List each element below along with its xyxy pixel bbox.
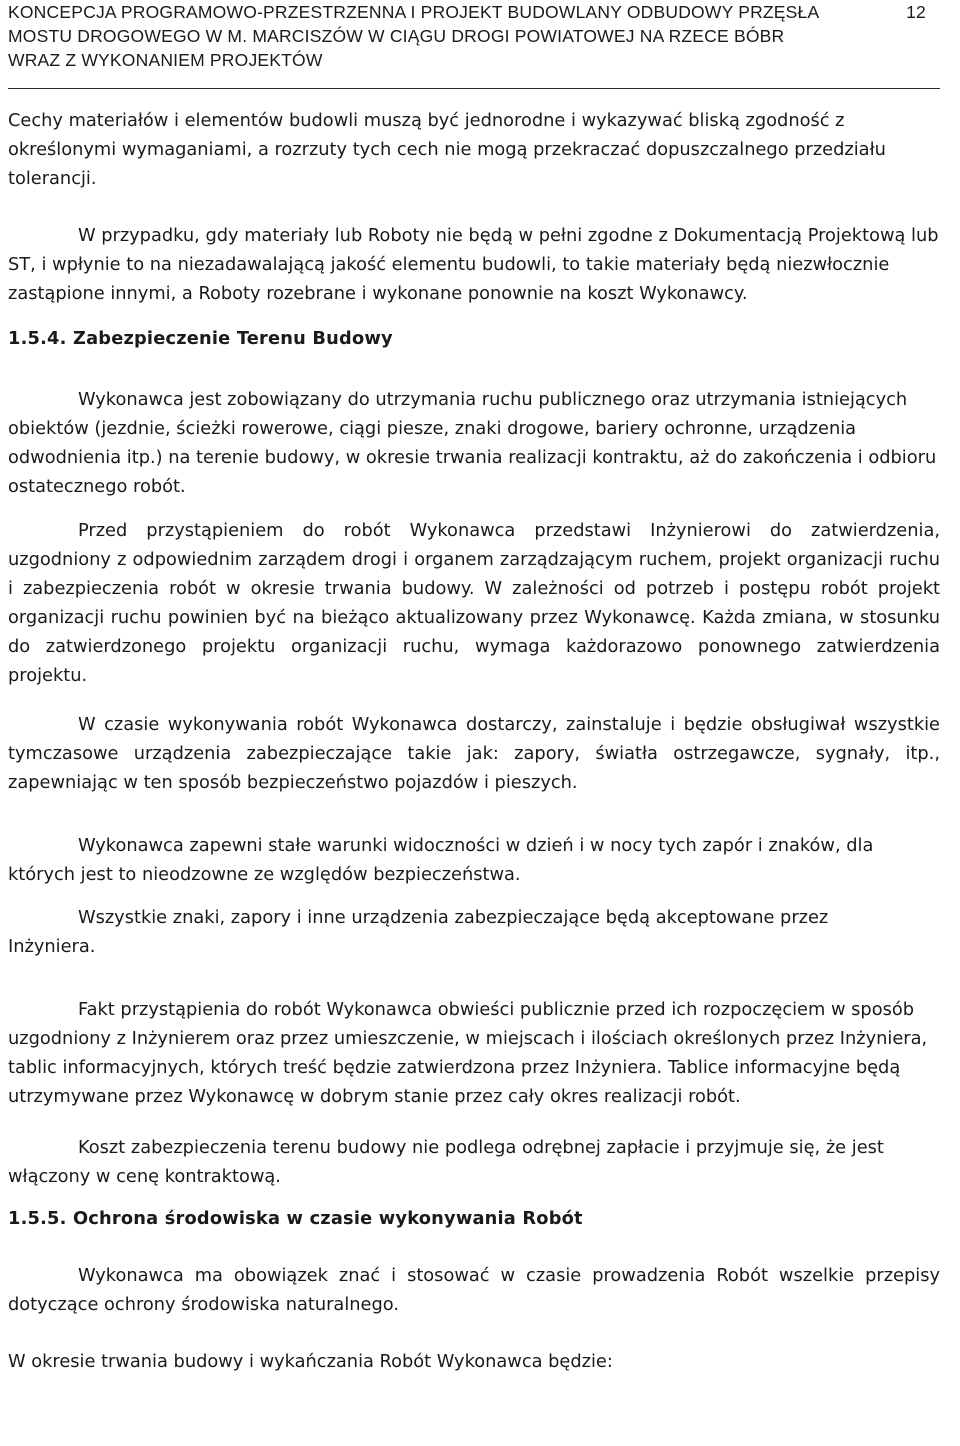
header-title-line-1: KONCEPCJA PROGRAMOWO-PRZESTRZENNA I PROJEKT BUDOWLANY ODBUDOWY PRZĘSŁA (8, 2, 820, 22)
paragraph-during-construction: W okresie trwania budowy i wykańczania Robót Wykonawca będzie: (8, 1351, 613, 1372)
header-title-line-3: WRAZ Z WYKONANIEM PROJEKTÓW (8, 50, 323, 70)
paragraph-environment-regulations: Wykonawca ma obowiązek znać i stosować w czasie prowadzenia Robót wszelkie przepisy dotyczące ochrony środowiska naturalnego. (8, 1265, 940, 1315)
paragraph-material-properties: Cechy materiałów i elementów budowli muszą być jednorodne i wykazywać bliską zgodność z określonymi wymaganiami, a rozrzuty tych cech nie mogą przekraczać dopuszczalnego przedziału tolerancji. (8, 110, 886, 189)
page-header (8, 0, 940, 72)
header-title-line-2: MOSTU DROGOWEGO W M. MARCISZÓW W CIĄGU DROGI POWIATOWEJ NA RZECE BÓBR (8, 26, 785, 46)
section-heading-1-5-4: 1.5.4. Zabezpieczenie Terenu Budowy (8, 328, 393, 349)
paragraph-visibility-conditions: Wykonawca zapewni stałe warunki widoczności w dzień i w nocy tych zapór i znaków, dla których jest to nieodzowne ze względów bezpieczeństwa. (8, 835, 874, 885)
section-heading-1-5-5: 1.5.5. Ochrona środowiska w czasie wykonywania Robót (8, 1208, 583, 1229)
paragraph-signs-acceptance (8, 903, 940, 961)
paragraph-public-announcement: Fakt przystąpienia do robót Wykonawca obwieści publicznie przed ich rozpoczęciem w sposób uzgodniony z Inżynierem oraz przez umieszczenie, w miejscach i ilościach określonych przez Inżyniera, tablic informacyjnych, których treść będzie zatwierdzona przez Inżyniera. Tablice informacyjne będą utrzymywane przez Wykonawcę w dobrym stanie przez cały okres realizacji robót. (8, 999, 928, 1107)
header-divider (8, 88, 940, 89)
paragraph-security-cost: Koszt zabezpieczenia terenu budowy nie podlega odrębnej zapłacie i przyjmuje się, że jest włączony w cenę kontraktową. (8, 1137, 884, 1187)
paragraph-traffic-maintenance: Wykonawca jest zobowiązany do utrzymania ruchu publicznego oraz utrzymania istniejących obiektów (jezdnie, ścieżki rowerowe, ciągi piesze, znaki drogowe, bariery ochronne, urządzenia odwodnienia itp.) na terenie budowy, w okresie trwania realizacji kontraktu, aż do zakończenia i odbioru ostatecznego robót. (8, 389, 937, 497)
signs-acceptance-line-2: Inżyniera. (8, 936, 96, 957)
page-number: 12 (906, 2, 926, 22)
paragraph-temporary-safety-devices: W czasie wykonywania robót Wykonawca dostarczy, zainstaluje i będzie obsługiwał wszystkie tymczasowe urządzenia zabezpieczające takie jak: zapory, światła ostrzegawcze, sygnały, itp., zapewniając w ten sposób bezpieczeństwo pojazdów i pieszych. (8, 714, 940, 793)
signs-acceptance-line-1: Wszystkie znaki, zapory i inne urządzenia zabezpieczające będą akceptowane przez (78, 907, 829, 928)
document-body (8, 106, 940, 1376)
paragraph-non-compliant-materials: W przypadku, gdy materiały lub Roboty nie będą w pełni zgodne z Dokumentacją Projektową lub ST, i wpłynie to na niezadawalającą jakość elementu budowli, to takie materiały będą niezwłocznie zastąpione innymi, a Roboty rozebrane i wykonane ponownie na koszt Wykonawcy. (8, 225, 939, 304)
paragraph-traffic-organization-project: Przed przystąpieniem do robót Wykonawca przedstawi Inżynierowi do zatwierdzenia, uzgodniony z odpowiednim zarządem drogi i organem zarządzającym ruchem, projekt organizacji ruchu i zabezpieczenia robót w okresie trwania budowy. W zależności od potrzeb i postępu robót projekt organizacji ruchu powinien być na bieżąco aktualizowany przez Wykonawcę. Każda zmiana, w stosunku do zatwierdzonego projektu organizacji ruchu, wymaga każdorazowo ponownego zatwierdzenia projektu. (8, 520, 940, 686)
